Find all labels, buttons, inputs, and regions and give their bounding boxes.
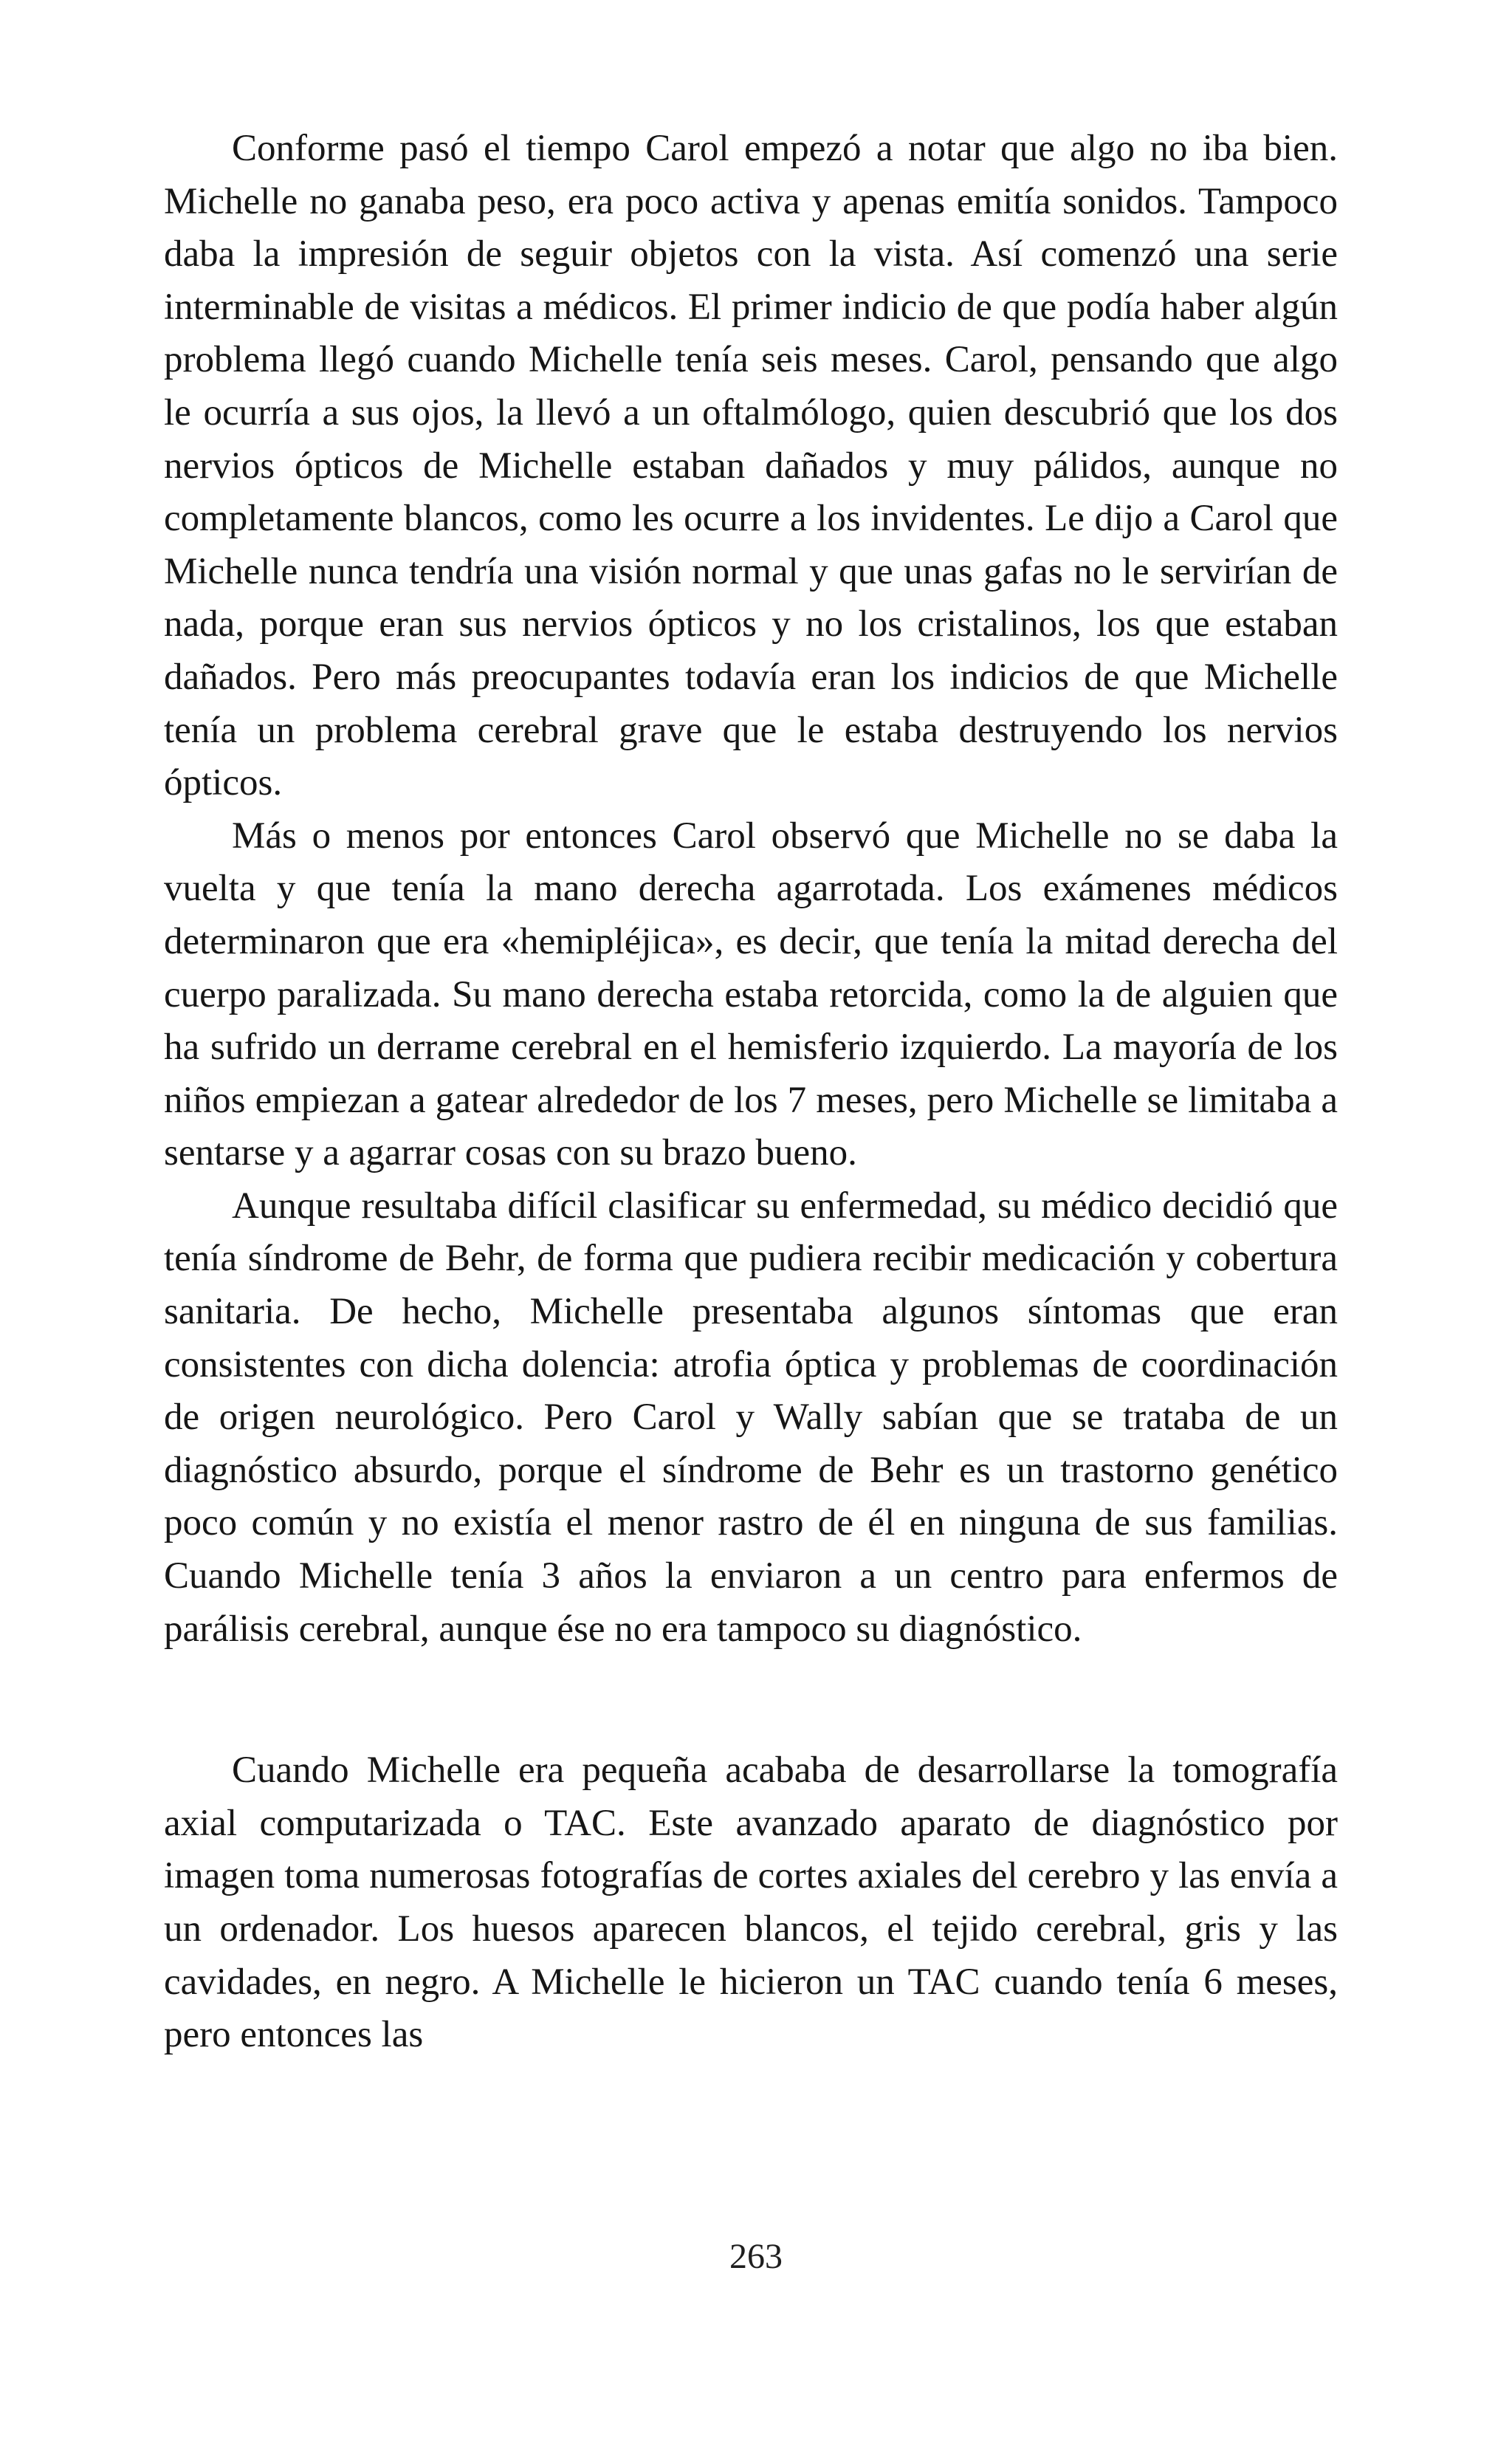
page-number: 263 xyxy=(729,2237,783,2276)
section-break xyxy=(164,1656,1338,1744)
paragraph: Conforme pasó el tiempo Carol empezó a notar que algo no iba bien. Michelle no ganaba peso, era poco activa y apenas emitía sonidos. Tampoco daba la impresión de seguir objetos con la vista. Así comenzó una serie interminable de visitas a médicos. El primer indicio de que podía haber algún problema llegó cuando Michelle tenía seis meses. Carol, pensando que algo le ocurría a sus ojos, la llevó a un oftalmólogo, quien descubrió que los dos nervios ópticos de Michelle estaban dañados y muy pálidos, aunque no completamente blancos, como les ocurre a los invidentes. Le dijo a Carol que Michelle nunca tendría una visión normal y que unas gafas no le servirían de nada, porque eran sus nervios ópticos y no los cristalinos, los que estaban dañados. Pero más preocupantes todavía eran los indicios de que Michelle tenía un problema cerebral grave que le estaba destruyendo los nervios ópticos. xyxy=(164,128,1338,804)
body-text xyxy=(164,123,1338,2062)
paragraph: Cuando Michelle era pequeña acababa de desarrollarse la tomografía axial computarizada o TAC. Este avanzado aparato de diagnóstico por imagen toma numerosas fotografías de cortes axiales del cerebro y las envía a un ordenador. Los huesos aparecen blancos, el tejido cerebral, gris y las cavidades, en negro. A Michelle le hicieron un TAC cuando tenía 6 meses, pero entonces las xyxy=(164,1750,1338,2056)
paragraph: Aunque resultaba difícil clasificar su enfermedad, su médico decidió que tenía síndrome de Behr, de forma que pudiera recibir medicación y cobertura sanitaria. De hecho, Michelle presentaba algunos síntomas que eran consistentes con dicha dolencia: atrofia óptica y problemas de coordinación de origen neurológico. Pero Carol y Wally sabían que se trataba de un diagnóstico absurdo, porque el síndrome de Behr es un trastorno genético poco común y no existía el menor rastro de él en ninguna de sus familias. Cuando Michelle tenía 3 años la enviaron a un centro para enfermos de parálisis cerebral, aunque ése no era tampoco su diagnóstico. xyxy=(164,1185,1338,1650)
paragraph: Más o menos por entonces Carol observó que Michelle no se daba la vuelta y que tenía la mano derecha agarrotada. Los exámenes médicos determinaron que era «hemipléjica», es decir, que tenía la mitad derecha del cuerpo paralizada. Su mano derecha estaba retorcida, como la de alguien que ha sufrido un derrame cerebral en el hemisferio izquierdo. La mayoría de los niños empiezan a gatear alrededor de los 7 meses, pero Michelle se limitaba a sentarse y a agarrar cosas con su brazo bueno. xyxy=(164,815,1338,1174)
